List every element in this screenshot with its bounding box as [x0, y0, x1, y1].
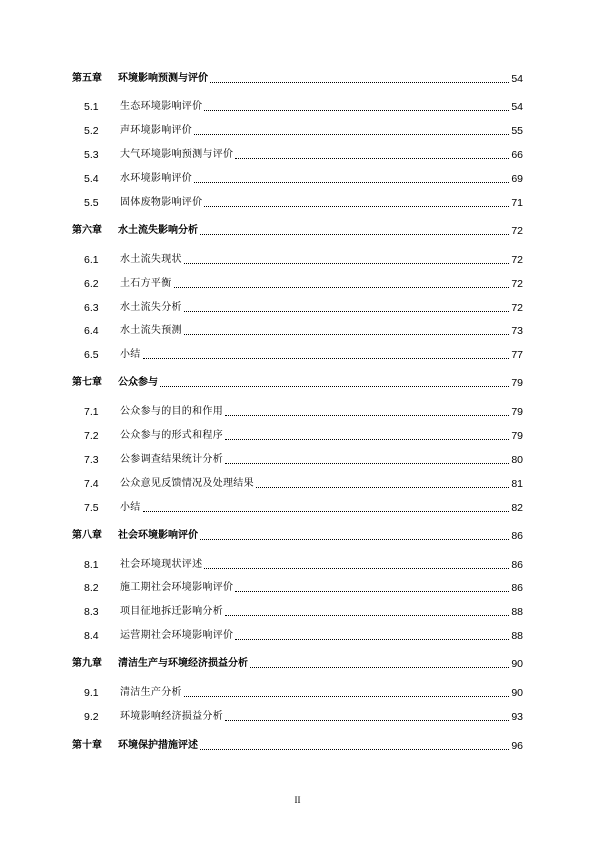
toc-section-entry[interactable] [72, 603, 523, 619]
dot-leader [143, 510, 510, 512]
dot-leader [184, 695, 510, 697]
toc-section-entry[interactable] [72, 684, 523, 700]
toc-entry-number: 7.4 [84, 478, 99, 490]
toc-entry-page: 54 [511, 73, 523, 85]
toc-entry-page: 66 [511, 149, 523, 161]
toc-entry-title: 水土流失现状 [120, 254, 182, 265]
toc-entry-number: 6.4 [84, 325, 99, 337]
dot-leader [160, 385, 509, 387]
dot-leader [184, 333, 510, 335]
dot-leader [184, 310, 510, 312]
dot-leader [200, 538, 509, 540]
toc-entry-title: 公众参与 [118, 377, 158, 388]
toc-entry-title: 运营期社会环境影响评价 [120, 630, 234, 641]
toc-chapter-entry[interactable] [72, 737, 523, 753]
toc-entry-title: 小结 [120, 502, 141, 513]
toc-entry-number: 7.5 [84, 502, 99, 514]
toc-entry-page: 73 [511, 325, 523, 337]
toc-entry-number: 8.3 [84, 606, 99, 618]
toc-chapter-entry[interactable] [72, 70, 523, 86]
toc-section-entry[interactable] [72, 556, 523, 572]
toc-entry-title: 声环境影响评价 [120, 125, 193, 136]
toc-entry-number: 第五章 [72, 73, 102, 84]
dot-leader [225, 719, 509, 721]
toc-entry-title: 施工期社会环境影响评价 [120, 582, 234, 593]
toc-entry-title: 环境保护措施评述 [118, 740, 198, 751]
dot-leader [235, 638, 509, 640]
toc-entry-number: 9.2 [84, 711, 99, 723]
toc-entry-title: 清洁生产与环境经济损益分析 [118, 658, 248, 669]
toc-section-entry[interactable] [72, 427, 523, 443]
toc-chapter-entry[interactable] [72, 655, 523, 671]
toc-section-entry[interactable] [72, 627, 523, 643]
toc-section-entry[interactable] [72, 251, 523, 267]
toc-entry-number: 第八章 [72, 530, 102, 541]
toc-entry-page: 72 [511, 254, 523, 266]
dot-leader [225, 614, 509, 616]
toc-entry-number: 8.4 [84, 630, 99, 642]
toc-entry-number: 6.2 [84, 278, 99, 290]
dot-leader [184, 262, 510, 264]
toc-entry-title: 大气环境影响预测与评价 [120, 149, 234, 160]
toc-entry-page: 81 [511, 478, 523, 490]
toc-entry-page: 82 [511, 502, 523, 514]
toc-entry-number: 5.4 [84, 173, 99, 185]
toc-entry-title: 公参调查结果统计分析 [120, 454, 223, 465]
toc-entry-page: 72 [511, 278, 523, 290]
toc-entry-number: 5.3 [84, 149, 99, 161]
toc-entry-number: 第七章 [72, 377, 102, 388]
toc-entry-title: 项目征地拆迁影响分析 [120, 606, 223, 617]
toc-entry-number: 9.1 [84, 687, 99, 699]
toc-entry-title: 社会环境现状评述 [120, 559, 203, 570]
toc-entry-page: 88 [511, 630, 523, 642]
toc-entry-title: 环境影响经济损益分析 [120, 711, 223, 722]
toc-entry-page: 79 [511, 430, 523, 442]
toc-entry-number: 5.1 [84, 101, 99, 113]
toc-entry-page: 88 [511, 606, 523, 618]
toc-section-entry[interactable] [72, 708, 523, 724]
toc-section-entry[interactable] [72, 98, 523, 114]
toc-chapter-entry[interactable] [72, 222, 523, 238]
toc-entry-title: 小结 [120, 349, 141, 360]
toc-entry-title: 水土流失分析 [120, 302, 182, 313]
dot-leader [256, 486, 509, 488]
toc-chapter-entry[interactable] [72, 374, 523, 390]
toc-entry-number: 6.5 [84, 349, 99, 361]
toc-entry-page: 79 [511, 377, 523, 389]
toc-section-entry[interactable] [72, 122, 523, 138]
toc-entry-title: 环境影响预测与评价 [118, 73, 208, 84]
toc-chapter-entry[interactable] [72, 527, 523, 543]
toc-section-entry[interactable] [72, 299, 523, 315]
toc-entry-page: 55 [511, 125, 523, 137]
dot-leader [194, 133, 509, 135]
dot-leader [143, 357, 510, 359]
toc-entry-page: 90 [511, 687, 523, 699]
page-number: II [294, 795, 301, 805]
toc-entry-title: 固体废物影响评价 [120, 197, 203, 208]
toc-entry-title: 土石方平衡 [120, 278, 172, 289]
dot-leader [235, 157, 509, 159]
toc-entry-page: 71 [511, 197, 523, 209]
dot-leader [174, 286, 510, 288]
toc-entry-number: 5.2 [84, 125, 99, 137]
toc-entry-page: 93 [511, 711, 523, 723]
toc-entry-title: 水环境影响评价 [120, 173, 193, 184]
dot-leader [194, 181, 509, 183]
dot-leader [200, 233, 509, 235]
toc-entry-page: 86 [511, 559, 523, 571]
toc-entry-number: 8.2 [84, 582, 99, 594]
dot-leader [204, 205, 509, 207]
toc-section-entry[interactable] [72, 403, 523, 419]
toc-section-entry[interactable] [72, 579, 523, 595]
toc-entry-title: 公众参与的目的和作用 [120, 406, 223, 417]
toc-section-entry[interactable] [72, 170, 523, 186]
toc-entry-page: 86 [511, 530, 523, 542]
dot-leader [225, 438, 509, 440]
dot-leader [225, 462, 509, 464]
toc-entry-number: 6.3 [84, 302, 99, 314]
toc-entry-number: 7.1 [84, 406, 99, 418]
toc-section-entry[interactable] [72, 146, 523, 162]
toc-entry-page: 86 [511, 582, 523, 594]
toc-entry-title: 社会环境影响评价 [118, 530, 198, 541]
toc-entry-title: 水土流失预测 [120, 325, 182, 336]
toc-entry-number: 8.1 [84, 559, 99, 571]
toc-entry-page: 80 [511, 454, 523, 466]
dot-leader [200, 748, 509, 750]
toc-section-entry[interactable] [72, 346, 523, 362]
toc-section-entry[interactable] [72, 451, 523, 467]
toc-entry-number: 5.5 [84, 197, 99, 209]
toc-entry-page: 54 [511, 101, 523, 113]
toc-entry-title: 清洁生产分析 [120, 687, 182, 698]
toc-entry-page: 79 [511, 406, 523, 418]
toc-section-entry[interactable] [72, 322, 523, 338]
toc-entry-title: 公众参与的形式和程序 [120, 430, 223, 441]
toc-entry-number: 第十章 [72, 740, 102, 751]
dot-leader [204, 109, 509, 111]
dot-leader [250, 666, 509, 668]
toc-entry-page: 72 [511, 225, 523, 237]
toc-entry-number: 7.3 [84, 454, 99, 466]
toc-entry-page: 72 [511, 302, 523, 314]
toc-entry-page: 69 [511, 173, 523, 185]
toc-entry-number: 第九章 [72, 658, 102, 669]
toc-entry-number: 7.2 [84, 430, 99, 442]
toc-section-entry[interactable] [72, 499, 523, 515]
toc-entry-title: 公众意见反馈情况及处理结果 [120, 478, 254, 489]
toc-section-entry[interactable] [72, 475, 523, 491]
dot-leader [225, 414, 509, 416]
toc-entry-page: 96 [511, 740, 523, 752]
toc-section-entry[interactable] [72, 275, 523, 291]
dot-leader [210, 81, 509, 83]
dot-leader [204, 567, 509, 569]
toc-section-entry[interactable] [72, 194, 523, 210]
toc-entry-number: 6.1 [84, 254, 99, 266]
dot-leader [235, 590, 509, 592]
toc-entry-title: 水土流失影响分析 [118, 225, 198, 236]
toc-entry-number: 第六章 [72, 225, 102, 236]
toc-entry-page: 90 [511, 658, 523, 670]
toc-entry-title: 生态环境影响评价 [120, 101, 203, 112]
toc-entry-page: 77 [511, 349, 523, 361]
